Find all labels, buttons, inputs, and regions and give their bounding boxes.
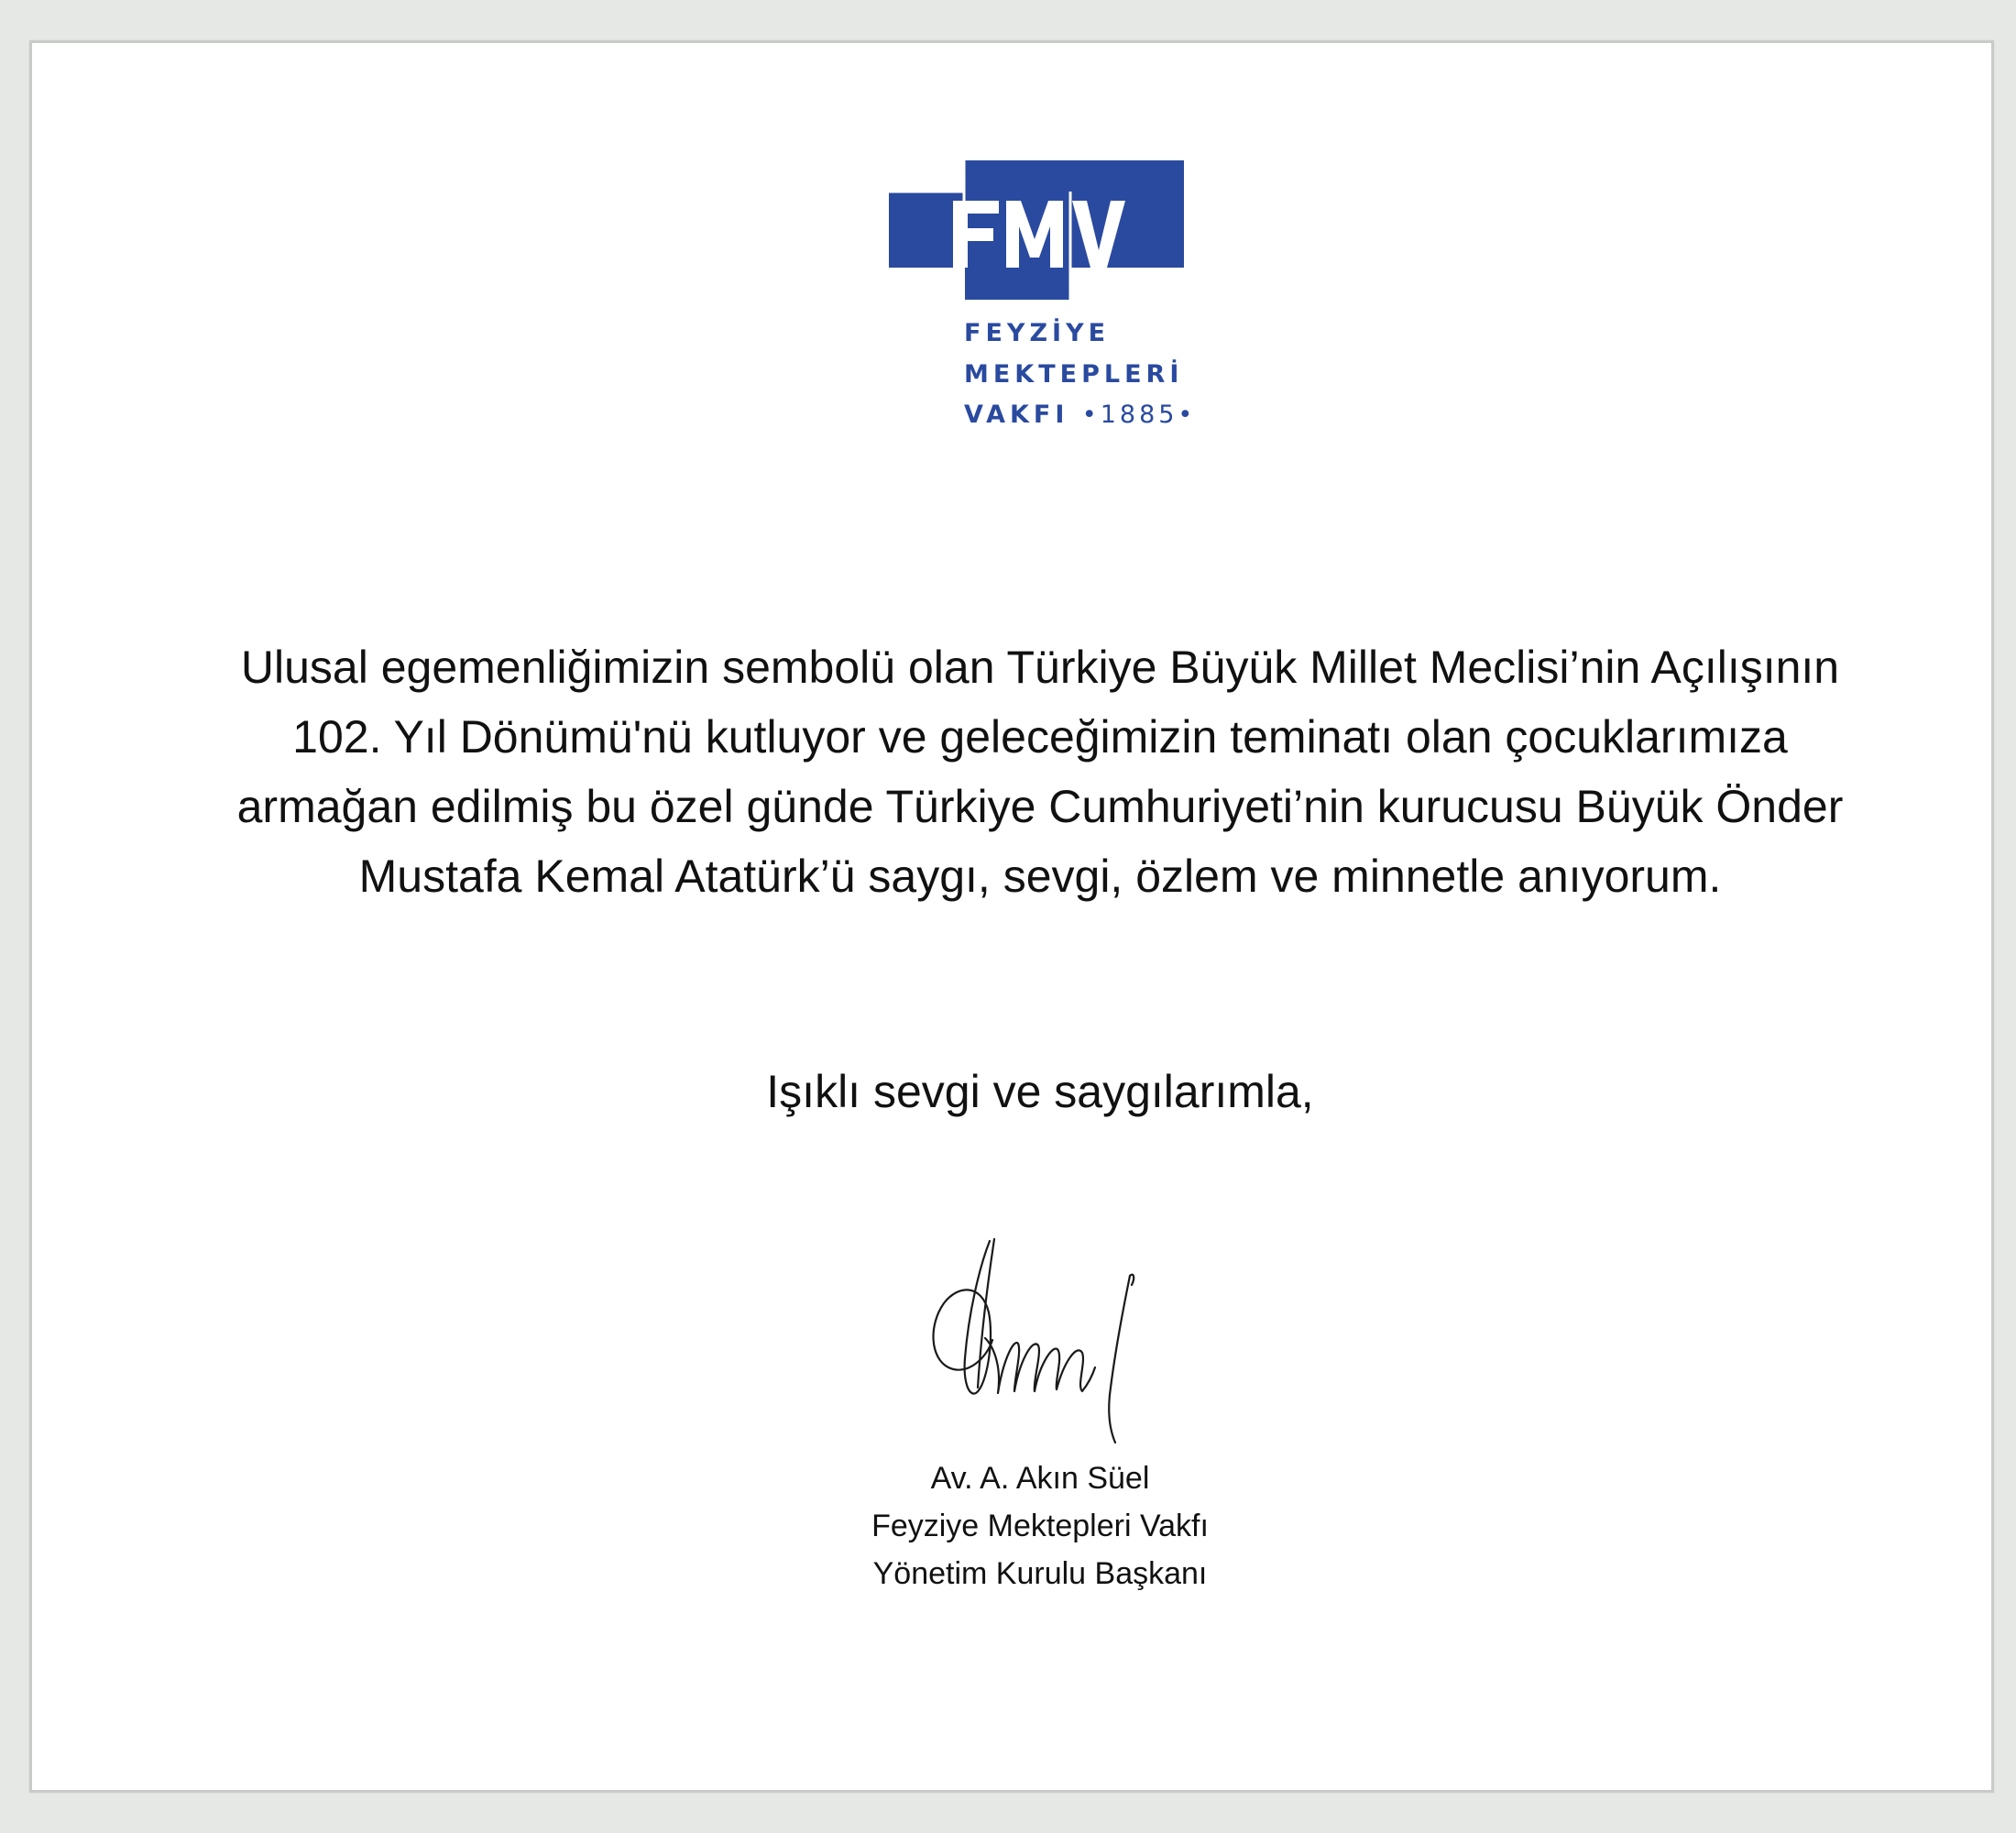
message-line: 102. Yıl Dönümü'nü kutluyor ve geleceğimizin teminatı olan çocuklarımıza xyxy=(292,711,1788,763)
logo-text-vakfi xyxy=(964,401,1196,429)
logo-year: •1885• xyxy=(1081,401,1197,429)
closing-salutation: Işıklı sevgi ve saygılarımla, xyxy=(766,1066,1314,1117)
letter-card xyxy=(29,40,1994,1793)
fmv-logo xyxy=(889,160,1197,435)
signer-title: Yönetim Kurulu Başkanı xyxy=(872,1556,1208,1591)
message-line: armağan edilmiş bu özel günde Türkiye Cumhuriyeti’nin kurucusu Büyük Önder xyxy=(236,781,1844,832)
signer-name: Av. A. Akın Süel xyxy=(930,1461,1150,1496)
handwritten-signature xyxy=(921,1230,1196,1454)
logo-text-feyziye: FEYZİYE xyxy=(964,319,1111,347)
logo-text-mektepleri: MEKTEPLERİ xyxy=(964,360,1184,389)
message-line: Mustafa Kemal Atatürk’ü saygı, sevgi, özlem ve minnetle anıyorum. xyxy=(358,851,1722,902)
logo-text-vakfi-name: VAKFI xyxy=(964,401,1069,429)
fmv-logo-mark xyxy=(889,160,1184,300)
message-line: Ulusal egemenliğimizin sembolü olan Türkiye Büyük Millet Meclisi’nin Açılışının xyxy=(240,642,1840,693)
signer-organization: Feyziye Mektepleri Vakfı xyxy=(871,1509,1209,1543)
signer-block xyxy=(105,1454,1975,1597)
message-body xyxy=(105,632,1975,911)
